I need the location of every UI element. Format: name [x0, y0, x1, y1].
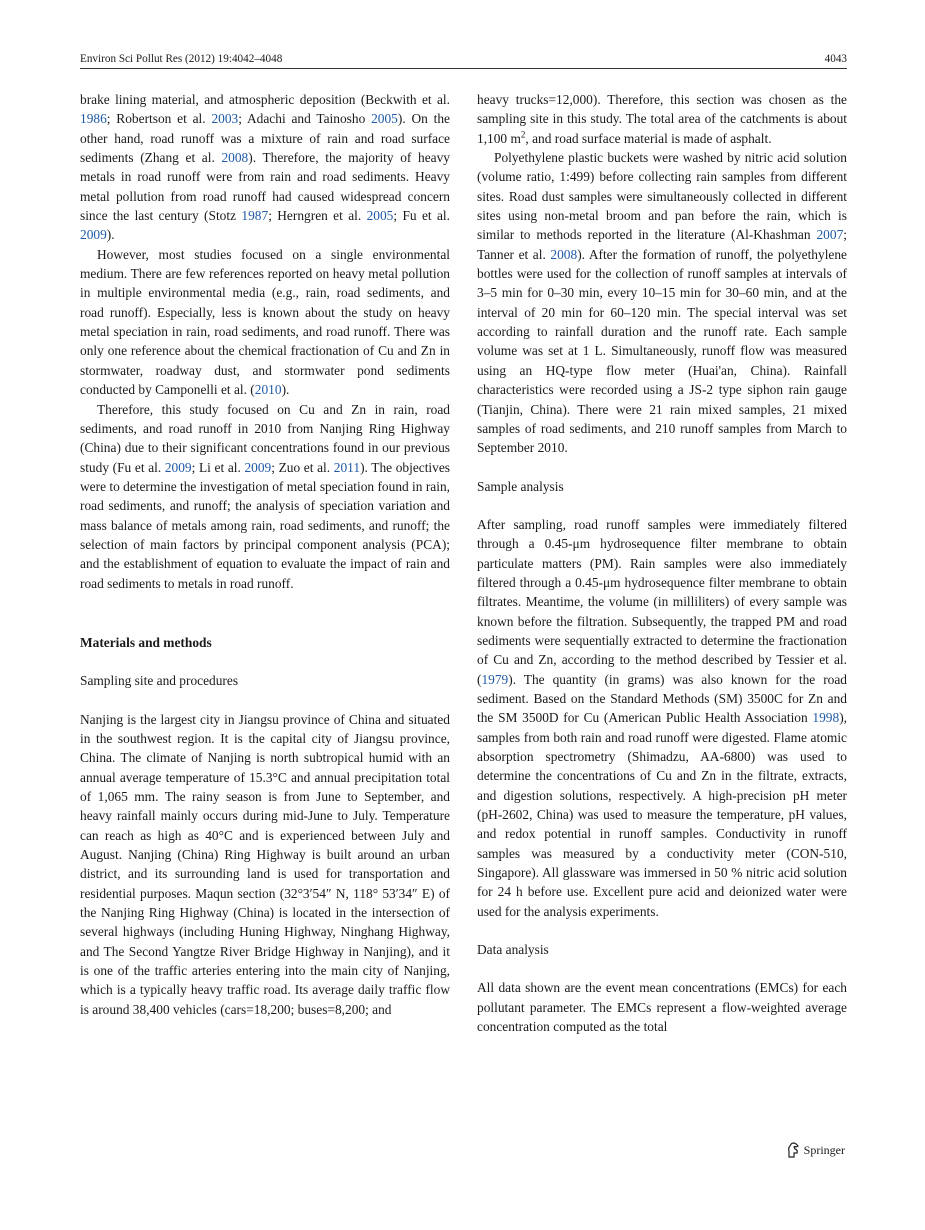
reference-link[interactable]: 2005 [371, 111, 398, 127]
reference-link[interactable]: 1979 [481, 671, 509, 687]
journal-citation: Environ Sci Pollut Res (2012) 19:4042–4048 [80, 53, 283, 65]
reference-link[interactable]: 2009 [80, 227, 107, 243]
paragraph: All data shown are the event mean concentrations (EMCs) for each pollutant parameter. The EMCs represent a flow-weighted average concentration computed as the total [477, 980, 847, 1035]
reference-link[interactable]: 2003 [211, 111, 239, 127]
subsection-title: Data analysis [477, 942, 549, 958]
left-column [80, 90, 450, 1019]
paragraph: heavy trucks=12,000). Therefore, this section was chosen as the sampling site in this study. The total area of the catchments is about 1,100 $m^2$, and road surface material is made of asphalt. [477, 92, 847, 146]
reference-link[interactable]: 2005 [366, 208, 394, 224]
right-column [477, 90, 847, 1036]
paragraph: Therefore, this study focused on Cu and Zn in rain, road sediments, and road runoff in 2010 from Nanjing Ring Highway (China) due to their significant concentrations found in our previous study (Fu et al. 2009; Li et al. 2009; Zuo et al. 2011). The objectives were to determine the investigation of metal speciation found in rain, road sediments, and runoff; the analysis of speciation variation and mass balance of metals among rain, road sediments, and runoff; the selection of main factors by principal component analysis (PCA); and the establishment of equation to evaluate the impact of rain and road sediments to metals in road runoff. [80, 401, 451, 591]
publisher-name: Springer [803, 1143, 845, 1157]
subsection-title: Sampling site and procedures [80, 673, 239, 689]
reference-link[interactable]: 1998 [812, 710, 840, 726]
reference-link[interactable]: 2011 [333, 459, 361, 475]
reference-link[interactable]: 1987 [241, 208, 269, 224]
reference-link[interactable]: 2009 [244, 459, 272, 475]
paragraph: After sampling, road runoff samples were immediately filtered through a 0.45-μm hydrosequence filter membrane to obtain particulate matters (PM). Rain samples were also immediately filtered through a 0.45-μm hydrosequence filter membrane to obtain filtrates. Meantime, the volume (in milliliters) of every sample was known before the filtration. Subsequently, the trapped PM and road sediments were sequentially extracted to determine the fractionation of Cu and Zn, according to the method described by Tessier et al. (1979). The quantity (in grams) was also known for the road sediment. Based on the Standard Methods (SM) 3500C for Zn and the SM 3500D for Cu (American Public Health Association 1998), samples from both rain and road runoff were digested. Flame atomic absorption spectrometry (Shimadzu, AA-6800) was used to determine the concentrations of Cu and Zn in the filtrate, extracts, and digestion solutions, respectively. A high-precision pH meter (pH-2602, China) was used to measure the temperature, pH values, and redox potential in runoff samples. Conductivity in runoff samples was measured by a conductivity meter (CON-510, Singapore). All glassware was immersed in 50 % nitric acid solution for 24 h before use. Excellent pure acid and deionized water were used for the analysis experiments. [477, 516, 847, 919]
publisher-footer [786, 1140, 845, 1160]
reference-link[interactable]: 2010 [254, 382, 282, 398]
paragraph: However, most studies focused on a single environmental medium. There are few references reported on heavy metal pollution in multiple environmental media (e.g., rain, road sediments, and road runoff). Especially, less is known about the study on heavy metal speciation in rain, road sediments, and road runoff. There was only one reference about the chemical fractionation of Cu and Zn in stormwater, roadway dust, and stormwater pond sediments conducted by Camponelli et al. (2010). [80, 246, 450, 398]
reference-link[interactable]: 2007 [816, 227, 844, 243]
springer-horse-icon [786, 1142, 800, 1158]
paragraph: Nanjing is the largest city in Jiangsu province of China and situated in the southwest region. It is the capital city of Jiangsu province, China. The climate of Nanjing is north subtropical humid with an annual average temperature of 15.3°C and annual precipitation total of 1,065 mm. The rainy season is from June to September, and heavy rainfall mainly occurs during mid-June to July. Temperature can reach as high as 40°C and is experienced between July and August. Nanjing (China) Ring Highway is built around an urban district, and its surrounding land is used for transportation and residential purposes. Maqun section (32°3′54″ N, 118° 53′34″ E) of the Nanjing Ring Highway (China) is located in the intersection of several highways (including Huning Highway, Ninghang Highway, and The Second Yangtze River Bridge Highway in Nanjing), and it is one of the traffic arteries entering into the main city of Nanjing, which is a typically heavy traffic road. Its average daily traffic flow is around 38,400 vehicles (cars=18,200; buses=8,200; and [80, 711, 450, 1017]
section-title: Materials and methods [80, 634, 212, 650]
paragraph: brake lining material, and atmospheric deposition (Beckwith et al. 1986; Robertson et al. 2003; Adachi and Tainosho 2005). On the other hand, road runoff was a mixture of rain and road surface sediments (Zhang et al. 2008). Therefore, the majority of heavy metals in road runoff were from rain and road sediments. Heavy metal pollution from road runoff had caused widespread concern since the last century (Stotz 1987; Herngren et al. 2005; Fu et al. 2009). [80, 92, 450, 243]
subsection-title: Sample analysis [477, 478, 564, 494]
page-number: 4043 [824, 53, 847, 65]
reference-link[interactable]: 2009 [164, 459, 192, 475]
reference-link[interactable]: 1986 [80, 111, 107, 127]
running-header [80, 51, 847, 67]
paragraph: Polyethylene plastic buckets were washed by nitric acid solution (volume ratio, 1:499) before collecting rain samples from different sites. Road dust samples were simultaneously collected in different sites using non-metal broom and pan before the rain, which is similar to methods reported in the literature (Al-Khashman 2007; Tanner et al. 2008). After the formation of runoff, the polyethylene bottles were used for the collection of runoff samples at intervals of 3–5 min for 0–30 min, every 10–15 min for 30–60 min, and at the interval of 20 min for 60–120 min. The special interval was set according to rainfall duration and the runoff rate. Each sample volume was set at 1 L. Simultaneously, runoff flow was measured using an HQ-type flow meter (Huai'an, China). Rainfall characteristics were recorded using a JS-2 type siphon rain gauge (Tianjin, China). There were 21 rain mixed samples, 21 mixed samples of road sediments, and 210 runoff samples from March to September 2010. [477, 150, 847, 456]
reference-link[interactable]: 2008 [221, 150, 249, 166]
header-rule [80, 68, 847, 69]
reference-link[interactable]: 2008 [550, 246, 578, 262]
